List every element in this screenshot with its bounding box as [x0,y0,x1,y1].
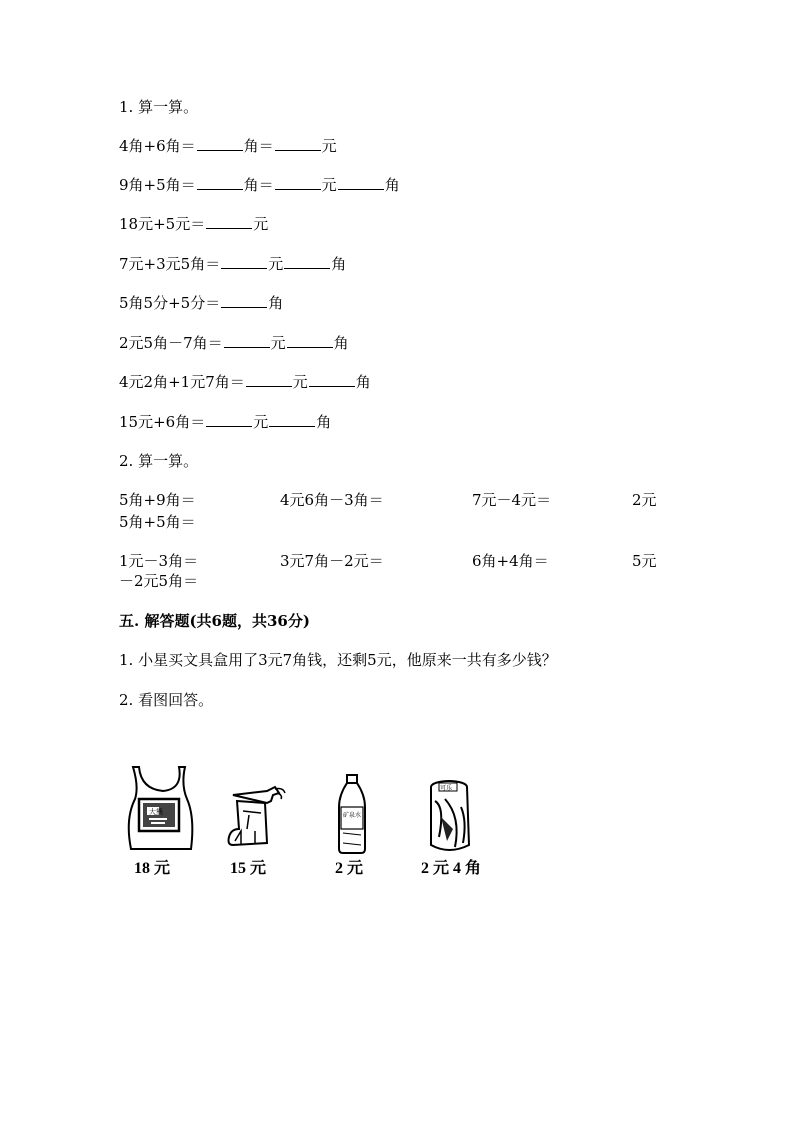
answer-blank[interactable] [197,136,243,151]
unit-text: 元 [321,176,337,194]
answer-blank[interactable] [269,412,315,427]
calc-item: 5元 [632,552,657,570]
price-label: 2 元 4 角 [421,860,482,877]
shirt-label: 大熊 [149,808,163,816]
unit-text: 元 [321,137,337,155]
problem-text: 4元2角+1元7角＝ [119,373,245,391]
tank-top-icon [121,763,206,853]
unit-text: 角 [268,294,284,312]
unit-text: 元 [292,373,308,391]
answer-blank[interactable] [197,175,243,190]
section2-title: 2. 算一算。 [119,452,199,470]
water-bottle-icon [333,773,369,855]
problem-1 [119,136,337,156]
problem-text: 7元+3元5角＝ [119,255,221,273]
problem-text: 4角+6角＝ [119,137,196,155]
unit-text: 元 [253,215,269,233]
answer-blank[interactable] [246,372,292,387]
unit-text: 元 [268,255,284,273]
problem-8 [119,412,331,432]
unit-text: 角＝ [243,137,274,155]
answer-blank[interactable] [224,333,270,348]
unit-text: 元 [253,413,269,431]
calc-item-wrap: －2元5角＝ [119,572,199,590]
calc-item: 2元 [632,491,657,509]
problem-3 [119,214,268,234]
calc-item: 1元－3角＝ [119,552,199,570]
question-2: 2. 看图回答。 [119,691,214,709]
problem-text: 15元+6角＝ [119,413,206,431]
answer-blank[interactable] [221,254,267,269]
problem-6 [119,333,349,353]
section5-heading: 五. 解答题(共6题，共36分) [119,612,310,630]
answer-blank[interactable] [206,412,252,427]
calc-item-wrap: 5角+5角＝ [119,513,196,531]
price-label: 2 元 [335,860,364,877]
can-label: 可乐 [440,785,453,792]
problem-2 [119,175,400,195]
sock-icon [227,785,287,853]
price-label: 15 元 [230,860,267,877]
answer-blank[interactable] [275,136,321,151]
problem-7 [119,372,371,392]
calc-item: 4元6角－3角＝ [280,491,384,509]
price-label: 18 元 [134,860,171,877]
answer-blank[interactable] [287,333,333,348]
cola-can-icon [425,777,475,855]
calc-item: 3元7角－2元＝ [280,552,384,570]
unit-text: 角 [333,334,349,352]
problem-4 [119,254,346,274]
calc-item: 5角+9角＝ [119,491,196,509]
unit-text: 角 [384,176,400,194]
question-1: 1. 小星买文具盒用了3元7角钱，还剩5元，他原来一共有多少钱？ [119,651,557,669]
problem-text: 18元+5元＝ [119,215,206,233]
unit-text: 角 [355,373,371,391]
answer-blank[interactable] [206,214,252,229]
answer-blank[interactable] [284,254,330,269]
calc-item: 6角+4角＝ [472,552,549,570]
problem-text: 2元5角－7角＝ [119,334,223,352]
problem-5 [119,293,283,313]
unit-text: 元 [270,334,286,352]
problem-text: 9角+5角＝ [119,176,196,194]
calc-item: 7元－4元＝ [472,491,552,509]
section1-title: 1. 算一算。 [119,98,199,116]
bottle-label: 矿泉水 [343,812,362,819]
price-picture [119,763,494,879]
problem-text: 5角5分+5分＝ [119,294,221,312]
unit-text: 角＝ [243,176,274,194]
answer-blank[interactable] [275,175,321,190]
unit-text: 角 [316,413,332,431]
answer-blank[interactable] [221,293,267,308]
answer-blank[interactable] [309,372,355,387]
answer-blank[interactable] [338,175,384,190]
unit-text: 角 [331,255,347,273]
